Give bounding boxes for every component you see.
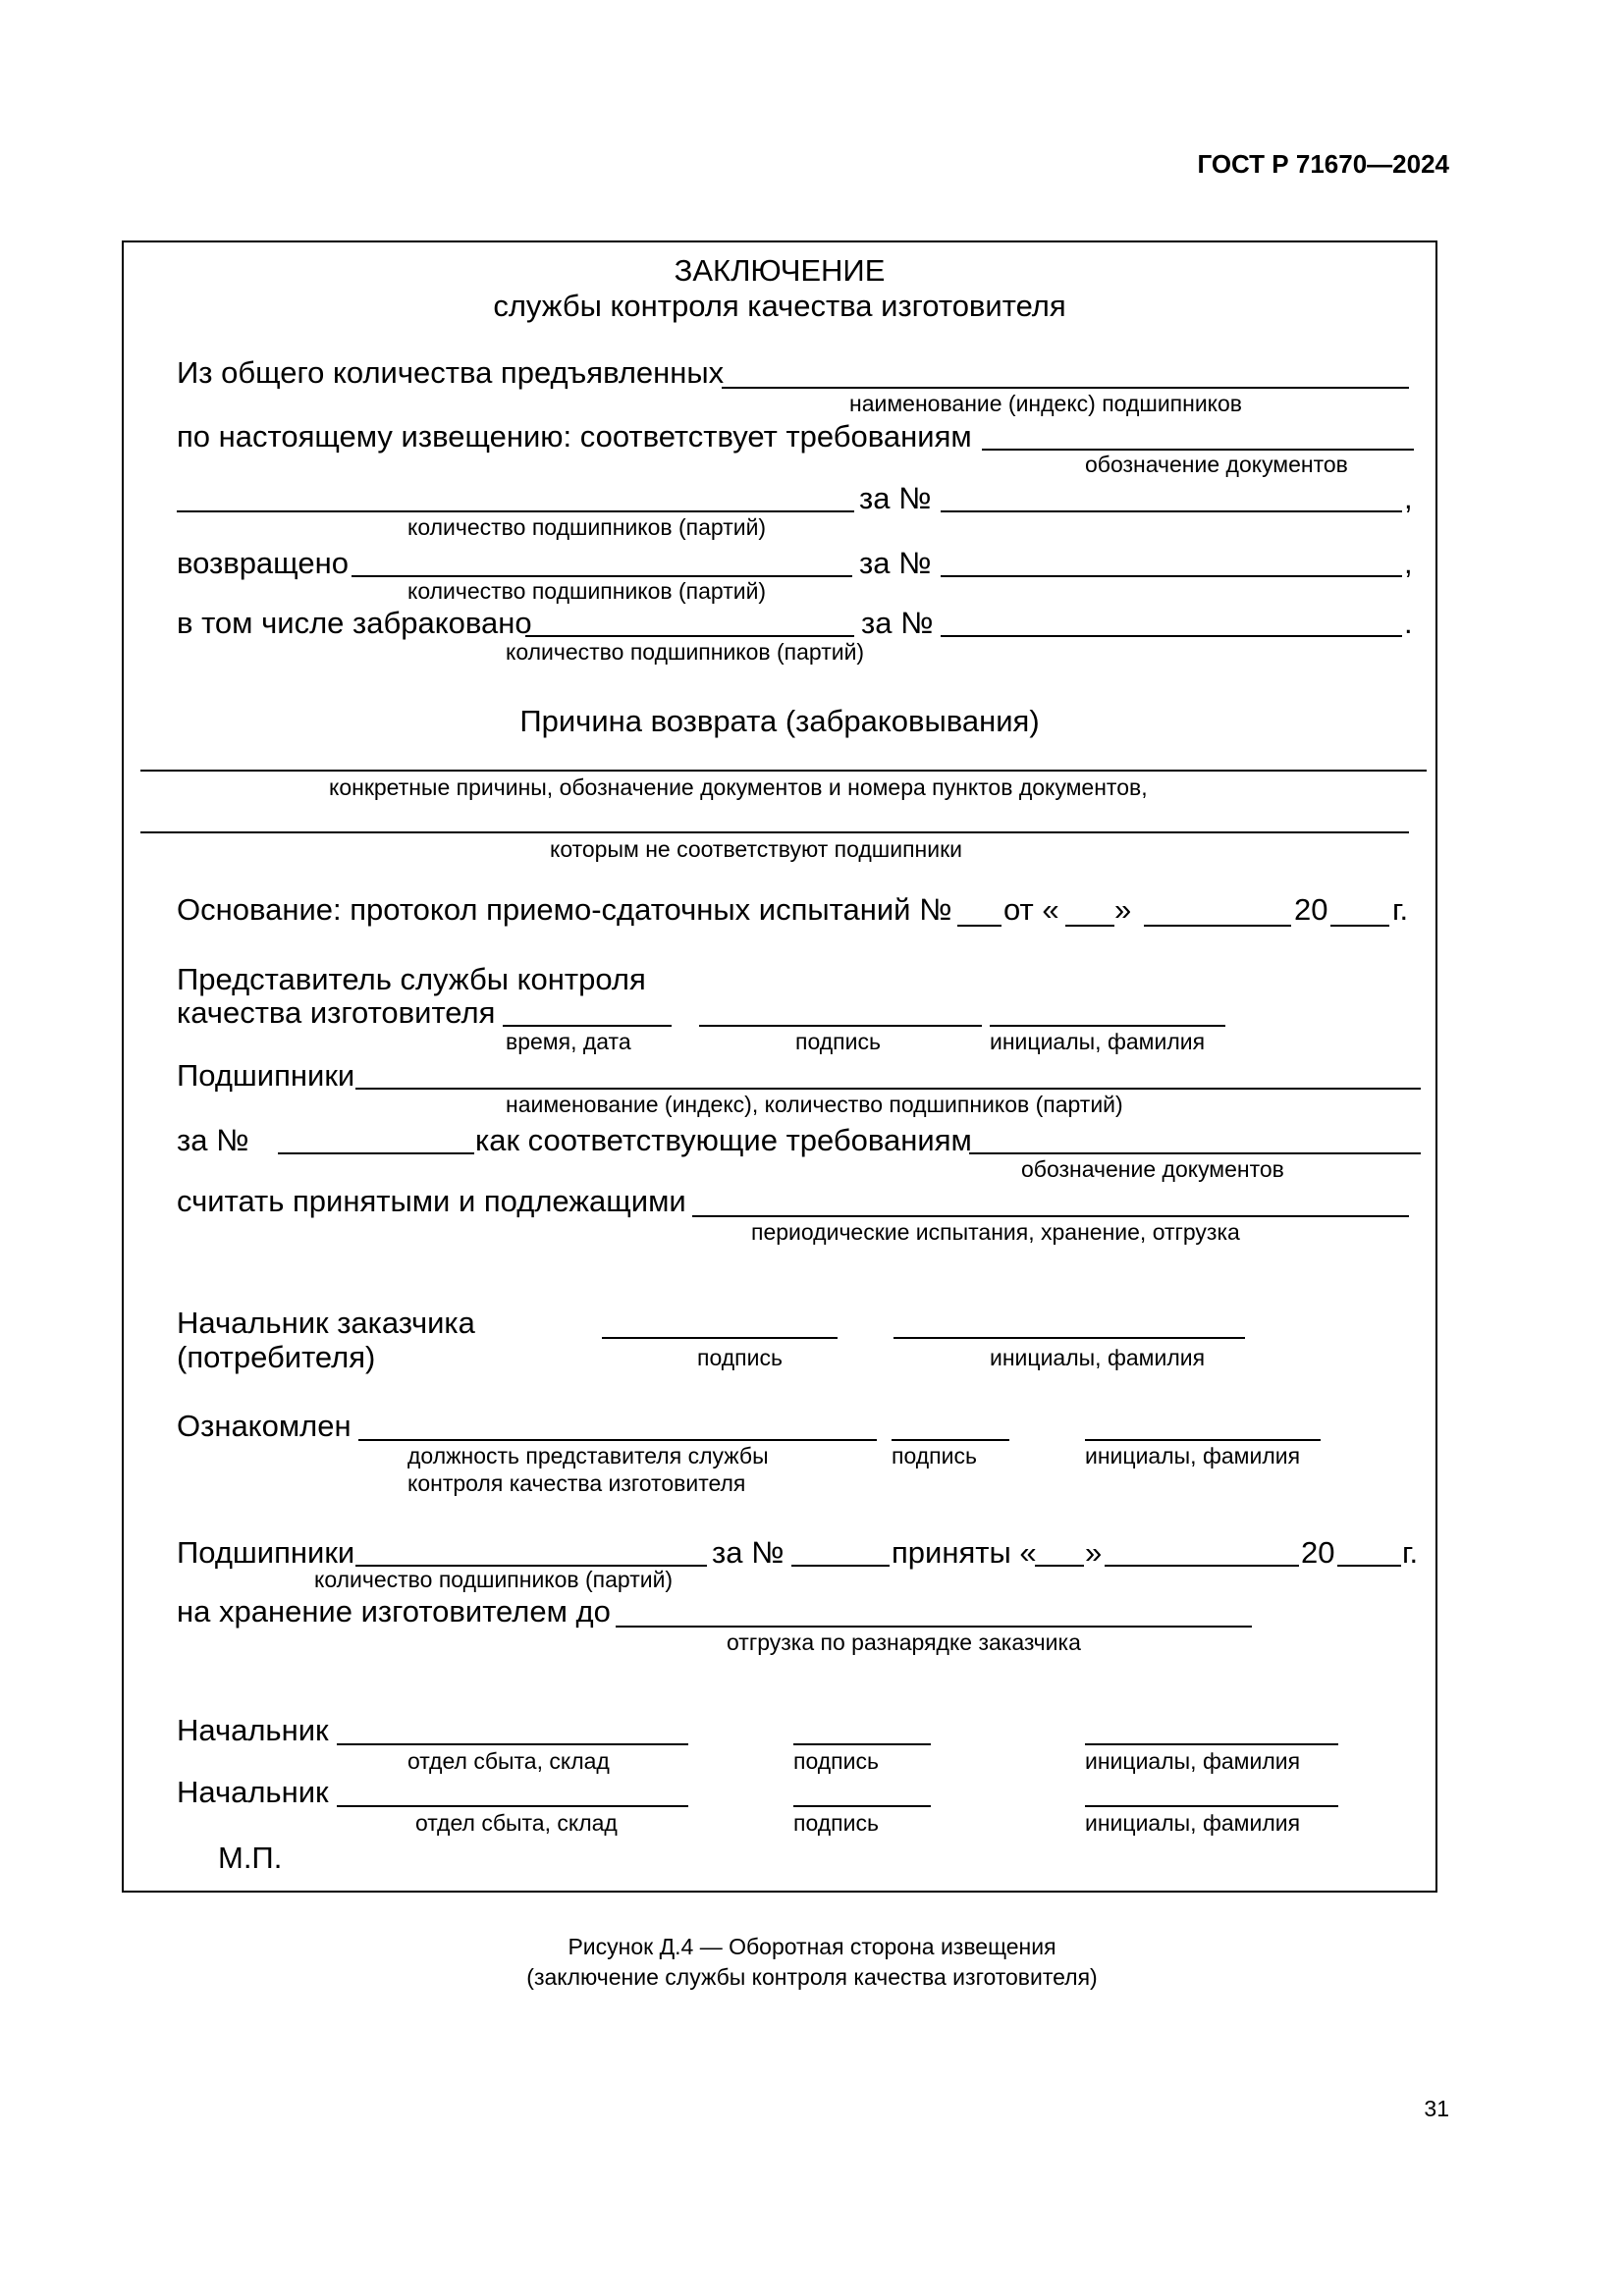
as-matching-text: как соответствующие требованиям [475, 1123, 972, 1157]
bearings-accepted-text: Подшипники [177, 1535, 355, 1570]
storage-caption: отгрузка по разнарядке заказчика [727, 1629, 1081, 1655]
za-no-blank-3[interactable] [941, 635, 1402, 637]
rep-initials-blank[interactable] [990, 1025, 1225, 1027]
rep-line-2: качества изготовителя [177, 995, 496, 1030]
rep-time-caption: время, дата [506, 1029, 631, 1054]
l2-text: по настоящему извещению: соответствует требованиям [177, 419, 972, 454]
returned-text: возвращено [177, 546, 349, 580]
reason-caption-1: конкретные причины, обозначение документов и номера пунктов документов, [329, 774, 1148, 800]
za-no-4: за № [177, 1123, 249, 1157]
za-no-blank-2[interactable] [941, 575, 1402, 577]
figure-caption-line-2: (заключение службы контроля качества изготовителя) [526, 1964, 1098, 1990]
qty-caption-1: количество подшипников (партий) [407, 514, 767, 540]
accepted-year-prefix: 20 [1301, 1535, 1335, 1570]
acquainted-text: Ознакомлен [177, 1409, 352, 1443]
qty-caption-3: количество подшипников (партий) [506, 639, 865, 665]
position-caption-2: контроля качества изготовителя [407, 1470, 746, 1496]
za-no-2: за № [859, 546, 932, 580]
reason-blank-1[interactable] [140, 770, 1427, 772]
acquainted-initials-blank[interactable] [1085, 1439, 1321, 1441]
protocol-no-blank[interactable] [957, 925, 1001, 927]
returned-blank[interactable] [352, 575, 852, 577]
qty-blank-1[interactable] [177, 510, 854, 512]
bearings-accepted-caption: количество подшипников (партий) [314, 1567, 674, 1592]
chief-customer-signature-caption: подпись [697, 1345, 783, 1370]
za-no-5: за № [712, 1535, 785, 1570]
basis-year-prefix: 20 [1294, 892, 1328, 927]
rep-signature-blank[interactable] [699, 1025, 982, 1027]
l1-blank[interactable] [722, 387, 1409, 389]
storage-text: на хранение изготовителем до [177, 1594, 611, 1629]
position-caption-1: должность представителя службы [407, 1443, 769, 1468]
chief-2-initials-caption: инициалы, фамилия [1085, 1810, 1301, 1836]
bearings-blank[interactable] [355, 1088, 1421, 1090]
reason-title: Причина возврата (забраковывания) [519, 704, 1040, 738]
accepted-year-suffix: г. [1402, 1535, 1419, 1570]
storage-blank[interactable] [616, 1626, 1252, 1628]
accept-caption: периодические испытания, хранение, отгрузка [751, 1219, 1240, 1245]
acquainted-initials-caption: инициалы, фамилия [1085, 1443, 1301, 1468]
standard-designation: ГОСТ Р 71670—2024 [1197, 149, 1449, 179]
chief-1-signature-blank[interactable] [793, 1743, 931, 1745]
accept-blank[interactable] [692, 1215, 1409, 1217]
page-number: 31 [1424, 2096, 1449, 2121]
l2-caption: обозначение документов [1085, 452, 1348, 477]
basis-year-blank[interactable] [1330, 925, 1389, 927]
chief-1-dept-caption: отдел сбыта, склад [407, 1748, 610, 1774]
za-no-blank-1[interactable] [941, 510, 1402, 512]
form-title: ЗАКЛЮЧЕНИЕ [674, 253, 886, 288]
rejected-blank[interactable] [525, 635, 854, 637]
basis-month-blank[interactable] [1144, 925, 1291, 927]
chief-2-text: Начальник [177, 1775, 329, 1809]
form-subtitle: службы контроля качества изготовителя [493, 289, 1066, 323]
chief-1-signature-caption: подпись [793, 1748, 879, 1774]
l1-caption: наименование (индекс) подшипников [849, 391, 1243, 416]
accepted-day-blank[interactable] [1035, 1565, 1084, 1567]
accepted-text: приняты « [892, 1535, 1037, 1570]
basis-day-blank[interactable] [1065, 925, 1114, 927]
bearings-text: Подшипники [177, 1058, 355, 1093]
za-no-blank-4[interactable] [278, 1152, 474, 1154]
chief-1-dept-blank[interactable] [337, 1743, 688, 1745]
basis-year-suffix: г. [1392, 892, 1409, 927]
chief-2-dept-caption: отдел сбыта, склад [415, 1810, 618, 1836]
chief-1-initials-caption: инициалы, фамилия [1085, 1748, 1301, 1774]
za-no-3: за № [861, 606, 934, 640]
accepted-year-blank[interactable] [1337, 1565, 1401, 1567]
chief-2-signature-blank[interactable] [793, 1805, 931, 1807]
basis-quote-close: » [1114, 892, 1132, 927]
chief-2-initials-blank[interactable] [1085, 1805, 1338, 1807]
rejected-text: в том числе забраковано [177, 606, 532, 640]
za-no-blank-5[interactable] [791, 1565, 890, 1567]
chief-customer-2: (потребителя) [177, 1340, 376, 1374]
rep-line-1: Представитель службы контроля [177, 962, 646, 996]
docs-blank[interactable] [969, 1152, 1421, 1154]
chief-customer-signature-blank[interactable] [602, 1337, 838, 1339]
l1-text: Из общего количества предъявленных [177, 355, 725, 390]
chief-customer-initials-blank[interactable] [893, 1337, 1245, 1339]
chief-1-initials-blank[interactable] [1085, 1743, 1338, 1745]
chief-customer-1: Начальник заказчика [177, 1306, 475, 1340]
accepted-month-blank[interactable] [1105, 1565, 1299, 1567]
rep-time-blank[interactable] [503, 1025, 672, 1027]
chief-1-text: Начальник [177, 1713, 329, 1747]
reason-caption-2: которым не соответствуют подшипники [550, 836, 963, 862]
basis-text: Основание: протокол приемо-сдаточных испытаний № [177, 892, 952, 927]
comma-1: , [1404, 481, 1413, 515]
basis-ot: от « [1003, 892, 1059, 927]
rep-signature-caption: подпись [795, 1029, 881, 1054]
period-1: . [1404, 606, 1413, 640]
qty-caption-2: количество подшипников (партий) [407, 578, 767, 604]
accepted-quote-close: » [1085, 1535, 1103, 1570]
rep-initials-caption: инициалы, фамилия [990, 1029, 1206, 1054]
comma-2: , [1404, 546, 1413, 580]
docs-caption: обозначение документов [1021, 1156, 1284, 1182]
bearings-caption: наименование (индекс), количество подшипников (партий) [506, 1092, 1123, 1117]
chief-2-dept-blank[interactable] [337, 1805, 688, 1807]
chief-customer-initials-caption: инициалы, фамилия [990, 1345, 1206, 1370]
l2-blank[interactable] [982, 449, 1414, 451]
acquainted-position-blank[interactable] [358, 1439, 877, 1441]
chief-2-signature-caption: подпись [793, 1810, 879, 1836]
reason-blank-2[interactable] [140, 831, 1409, 833]
za-no-1: за № [859, 481, 932, 515]
acquainted-signature-blank[interactable] [892, 1439, 1009, 1441]
stamp-place: М.П. [218, 1841, 283, 1875]
accept-text: считать принятыми и подлежащими [177, 1184, 686, 1218]
acquainted-signature-caption: подпись [892, 1443, 977, 1468]
figure-caption-line-1: Рисунок Д.4 — Оборотная сторона извещения [568, 1934, 1056, 1959]
